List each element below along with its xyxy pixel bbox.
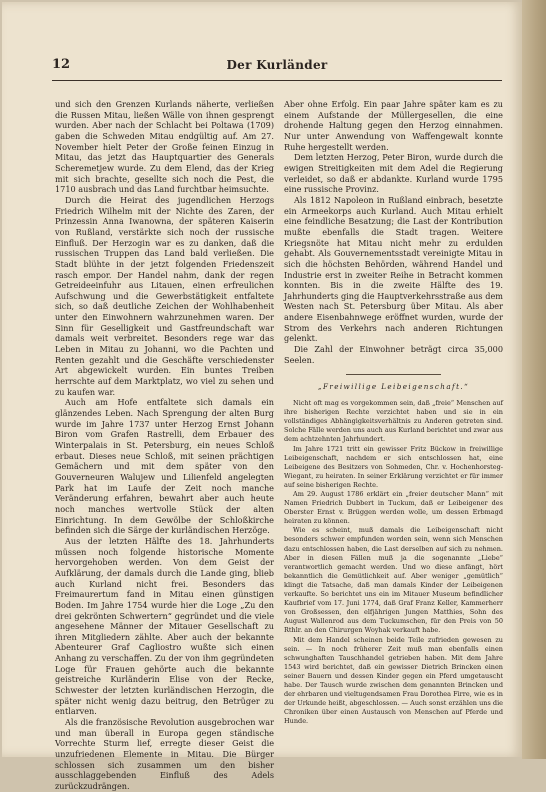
page-number: 12 [52, 57, 71, 72]
header-rule [52, 80, 502, 81]
paragraph: Als die französische Revolution ausgebrochen war und man überall in Europa gegen ständische Vorrechte Sturm lief, erregte dieser Geist die unzufriedenen Elemente in Mitau. Die Bürger schlossen sich zusammen um den bisher ausschlaggebenden Einfluß des Adels zurückzudrängen. [55, 717, 274, 791]
paragraph: Auch am Hofe entfaltete sich damals ein glänzendes Leben. Nach Sprengung der alten Burg wurde im Jahre 1737 unter Herzog Ernst Johann Biron vom Grafen Rastrelli, dem Erbauer des Winterpalais in St. Petersburg, ein neues Schloß erbaut. Dieses neue Schloß, mit seinen prächtigen Gemächern und mit dem später von den Gouverneuren Walujew und Lilienfeld angelegten Park hat im Laufe der Zeit noch manche Veränderung erfahren, bewahrt aber auch heute noch manches wertvolle Stück der alten Einrichtung. In dem Gewölbe der Schloßkirche befinden sich die Särge der kurländischen Herzöge. [55, 397, 274, 536]
page-header [52, 57, 502, 77]
paragraph: Dem letzten Herzog, Peter Biron, wurde durch die ewigen Streitigkeiten mit dem Adel die Regierung verleidet, so daß er abdankte. Kurland wurde 1795 eine russische Provinz. [284, 152, 503, 195]
paragraph: Durch die Heirat des jugendlichen Herzogs Friedrich Wilhelm mit der Nichte des Zaren, der Prinzessin Anna Iwanowna, der späteren Kaiserin von Rußland, verstärkte sich noch der russische Einfluß. Der Herzogin war es zu danken, daß die russischen Truppen das Land bald verließen. Die Stadt blühte in der jetzt folgenden Friedenszeit rasch empor. Der Handel nahm, dank der regen Getreideeinfuhr aus Litauen, einen erfreulichen Aufschwung und die Gewerbstätigkeit entfaltete sich, so daß deutliche Zeichen der Wohlhabenheit unter den Einwohnern wahrzunehmen waren. Der Sinn für Geselligkeit und Gastfreundschaft war damals weit verbreitet. Besonders rege war das Leben in Mitau zu Johanni, wo die Pachten und Renten gezahlt und die Geschäfte verschiedenster Art abgewickelt wurden. Ein buntes Treiben herrschte auf dem Marktplatz, wo viel zu sehen und zu kaufen war. [55, 194, 274, 397]
paragraph: Die Zahl der Einwohner beträgt circa 35,000 Seelen. [284, 344, 503, 365]
paragraph: Am 29. August 1786 erklärt ein „freier deutscher Mann“ mit Namen Friedrich Dubbert in Tuckum, daß er Leibeigener des Oberster Ernst v. Brüggen werden wolle, um dessen Erbmagd heiraten zu können. [284, 490, 503, 526]
feature-title: „Freiwillige Leibeigenschaft.“ [317, 382, 470, 392]
right-column [284, 99, 503, 726]
paragraph: und sich den Grenzen Kurlands näherte, verließen die Russen Mitau, ließen Wälle von ihnen gesprengt wurden. Aber nach der Schlacht bei Poltawa (1709) gaben die Schweden Mitau endgültig auf. Am 27. November hielt Peter der Große feinen Einzug in Mitau, das jetzt das Hauptquartier des Generals Scheremetjew wurde. Zu dem Elend, das der Krieg mit sich brachte, gesellte sich noch die Pest, die 1710 ausbrach und das Land furchtbar heimsuchte. [55, 99, 274, 195]
paragraph: Wie es scheint, muß damals die Leibeigenschaft nicht besonders schwer empfunden worden sein, wenn sich Menschen dazu entschlossen haben, die Last derselben auf sich zu nehmen. Aber in diesen Fällen muß ja die sogenannte „Liebe“ verantwortlich gemacht werden. Und wo diese anfängt, hört bekanntlich die Gemütlichkeit auf. Aber weniger „gemütlich“ klingt die Tatsache, daß man damals Kinder der Leibeigenen verkaufte. So berichtet uns ein im Mitauer Museum befindlicher Kaufbrief vom 17. Juni 1774, daß Graf Franz Keller, Kammerherr von Großsessen, den elfjährigen Jungen Matthies, Sohn des August Wallenrod aus dem Tuckumschen, für den Preis von 50 Rthlr. an den Chirurgen Woyhak verkauft habe. [284, 526, 503, 635]
paragraph: Aber ohne Erfolg. Ein paar Jahre später kam es zu einem Aufstande der Müllergesellen, die eine drohende Haltung gegen den Herzog einnahmen. Nur unter Anwendung von Waffengewalt konnte Ruhe hergestellt werden. [284, 99, 503, 152]
running-title: Der Kurländer [226, 58, 328, 72]
paragraph: Nicht oft mag es vorgekommen sein, daß „freie“ Menschen auf ihre bisherigen Rechte verzichtet haben und sie in ein vollständiges Abhängigkeitsverhältnis zu Anderen getreten sind. Solche Fälle werden uns auch aus Kurland berichtet und zwar aus dem achtzehnten Jahrhundert. [284, 399, 503, 444]
paragraph: Aus der letzten Hälfte des 18. Jahrhunderts müssen noch folgende historische Momente hervorgehoben werden. Von dem Geist der Aufklärung, der damals durch die Lande ging, blieb auch Kurland nicht frei. Besonders das Freimaurertum fand in Mitau einen günstigen Boden. Im Jahre 1754 wurde hier die Loge „Zu den drei gekrönten Schwertern“ gegründet und die viele angesehene Männer der Mitauer Gesellschaft zu ihren Mitgliedern zählte. Aber auch der bekannte Abenteurer Graf Cagliostro wußte sich einen Anhang zu verschaffen. Zu der von ihm gegründeten Loge für Frauen gehörte auch die bekannte geistreiche Kurländerin Elise von der Recke, Schwester der letzten kurländischen Herzogin, die später nicht wenig dazu beitrug, den Betrüger zu entlarven. [55, 535, 274, 717]
left-column [55, 99, 274, 792]
section-separator [346, 374, 441, 375]
paragraph: Mit dem Handel scheinen beide Teile zufrieden gewesen zu sein. — In noch früherer Zeit muß man ebenfalls einen schwunghaften Tauschhandel getrieben haben. Mit dem Jahre 1543 wird berichtet, daß ein gewisser Dietrich Brincken einen seiner Bauern und dessen Kinder gegen ein Pferd umgetauscht habe. Der Tausch wurde zwischen dem genannten Brincken und der ehrbaren und vieltugendsamen Frau Dorothea Firre, wie es in der Urkunde heißt, abgeschlossen. — Auch sonst erzählen uns die Chroniken über einen Austausch von Menschen auf Pferde und Hunde. [284, 635, 503, 726]
paragraph: Im Jahre 1721 tritt ein gewisser Fritz Bückow in freiwillige Leibeigenschaft, nachdem er sich entschlossen hat, eine Leibeigene des Besitzers von Sohmeden, Chr. v. Hochenhorsteg-Wiegant, zu heiraten. In seiner Erklärung verzichtet er für immer auf seine bisherigen Rechte. [284, 444, 503, 489]
paragraph: Als 1812 Napoleon in Rußland einbrach, besetzte ein Armeekorps auch Kurland. Auch Mitau erhielt eine feindliche Besatzung; die Last der Kontribution mußte ebenfalls die Stadt tragen. Weitere Kriegsnöte hat Mitau nicht mehr zu erdulden gehabt. Als Gouvernementsstadt vereinigte Mitau in sich die höchsten Behörden, während Handel und Industrie erst in zweiter Reihe in Betracht kommen konnten. Bis in die zweite Hälfte des 19. Jahrhunderts ging die Hauptverkehrsstraße aus dem Westen nach St. Petersburg über Mitau. Als aber andere Eisenbahnwege eröffnet wurden, wurde der Strom des Verkehrs nach anderen Richtungen gelenkt. [284, 194, 503, 344]
feature-body [284, 399, 503, 726]
book-spine [522, 0, 546, 759]
